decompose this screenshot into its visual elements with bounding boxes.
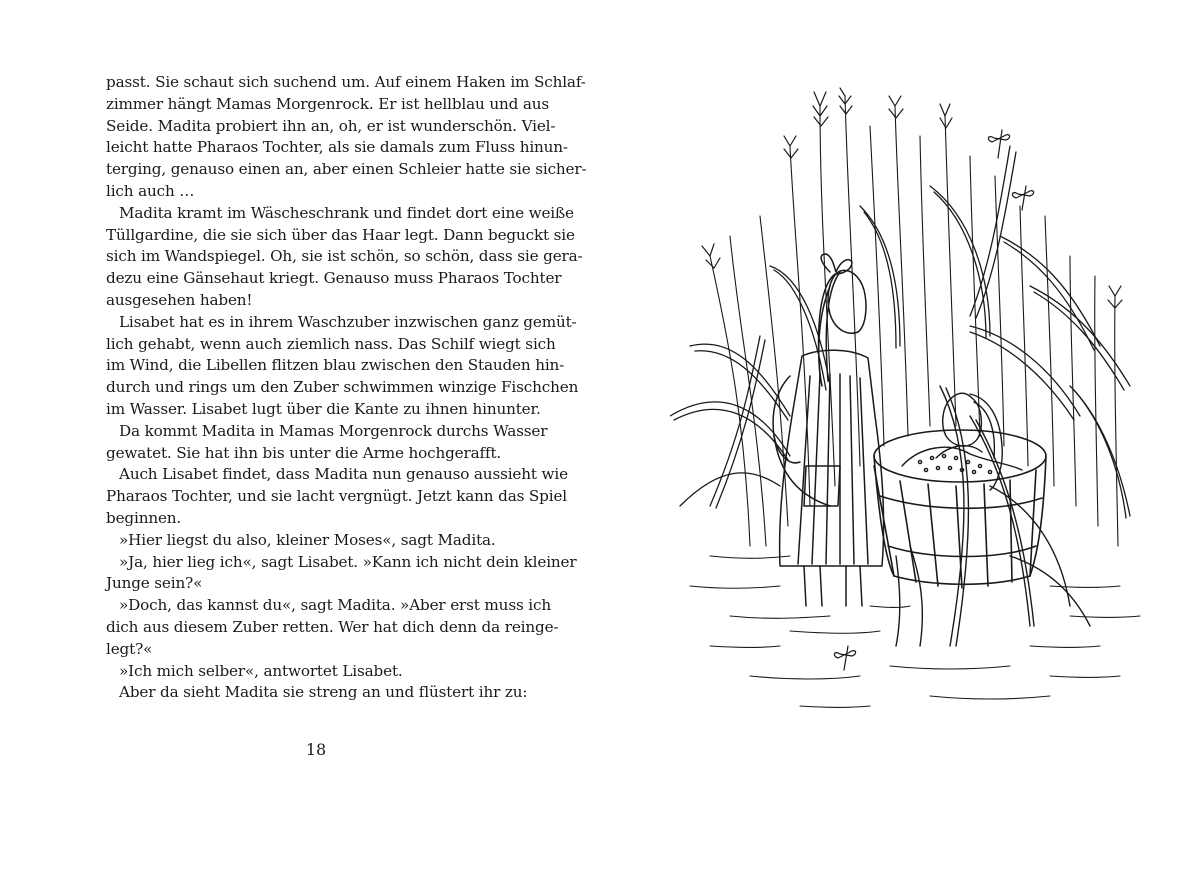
text-line: durch und rings um den Zuber schwimmen winzige Fischchen xyxy=(106,378,579,397)
text-line: sich im Wandspiegel. Oh, sie ist schön, so schön, dass sie gera- xyxy=(106,247,583,266)
text-line: dich aus diesem Zuber retten. Wer hat dich denn da reinge- xyxy=(106,617,559,636)
text-line: passt. Sie schaut sich suchend um. Auf einem Haken im Schlaf- xyxy=(106,73,586,91)
text-line: »Doch, das kannst du«, sagt Madita. »Aber erst muss ich xyxy=(119,596,551,615)
reed-leaves xyxy=(670,146,1130,518)
text-line: gewatet. Sie hat ihn bis unter die Arme hochgerafft. xyxy=(106,443,502,462)
text-line: beginnen. xyxy=(106,508,182,527)
text-line: »Hier liegst du also, kleiner Moses«, sagt Madita. xyxy=(119,530,496,549)
text-line: Aber da sieht Madita sie streng an und flüstert ihr zu: xyxy=(119,683,528,702)
text-line: Tüllgardine, die sie sich über das Haar legt. Dann beguckt sie xyxy=(106,225,575,244)
text-line: zimmer hängt Mamas Morgenrock. Er ist hellblau und aus xyxy=(106,94,550,113)
foreground-leaves xyxy=(896,386,1090,646)
text-line: Lisabet hat es in ihrem Waschzuber inzwischen ganz gemüt- xyxy=(119,312,577,331)
standing-girl xyxy=(773,254,883,606)
left-page xyxy=(106,72,587,759)
text-line: lich gehabt, wenn auch ziemlich nass. Das Schilf wiegt sich xyxy=(106,334,556,353)
text-line: Auch Lisabet findet, dass Madita nun genauso aussieht wie xyxy=(119,465,568,484)
text-line: im Wind, die Libellen flitzen blau zwischen den Stauden hin- xyxy=(106,356,565,375)
text-line: ausgesehen haben! xyxy=(106,290,253,309)
text-line: lich auch … xyxy=(106,181,195,200)
text-line: »Ja, hier lieg ich«, sagt Lisabet. »Kann ich nicht dein kleiner xyxy=(119,552,577,571)
text-line: Junge sein?« xyxy=(106,574,203,593)
text-line: im Wasser. Lisabet lugt über die Kante zu ihnen hinunter. xyxy=(106,399,541,418)
text-line: Pharaos Tochter, und sie lacht vergnügt. Jetzt kann das Spiel xyxy=(106,487,567,506)
text-line: Da kommt Madita in Mamas Morgenrock durchs Wasser xyxy=(119,421,548,440)
text-line: dezu eine Gänsehaut kriegt. Genauso muss Pharaos Tochter xyxy=(106,269,562,288)
text-line: Seide. Madita probiert ihn an, oh, er ist wunderschön. Viel- xyxy=(106,116,556,135)
reed-seed-heads xyxy=(702,88,1122,308)
page-number: 18 xyxy=(305,740,327,759)
body-text xyxy=(106,72,587,704)
text-line: leicht hatte Pharaos Tochter, als sie damals zum Fluss hinun- xyxy=(106,138,568,157)
text-line: legt?« xyxy=(106,639,153,658)
text-line: Madita kramt im Wäscheschrank und findet dort eine weiße xyxy=(119,203,574,222)
text-line: terging, genauso einen an, aber einen Schleier hatte sie sicher- xyxy=(106,160,587,179)
text-line: »Ich mich selber«, antwortet Lisabet. xyxy=(119,661,403,680)
reed-illustration xyxy=(670,86,1150,726)
